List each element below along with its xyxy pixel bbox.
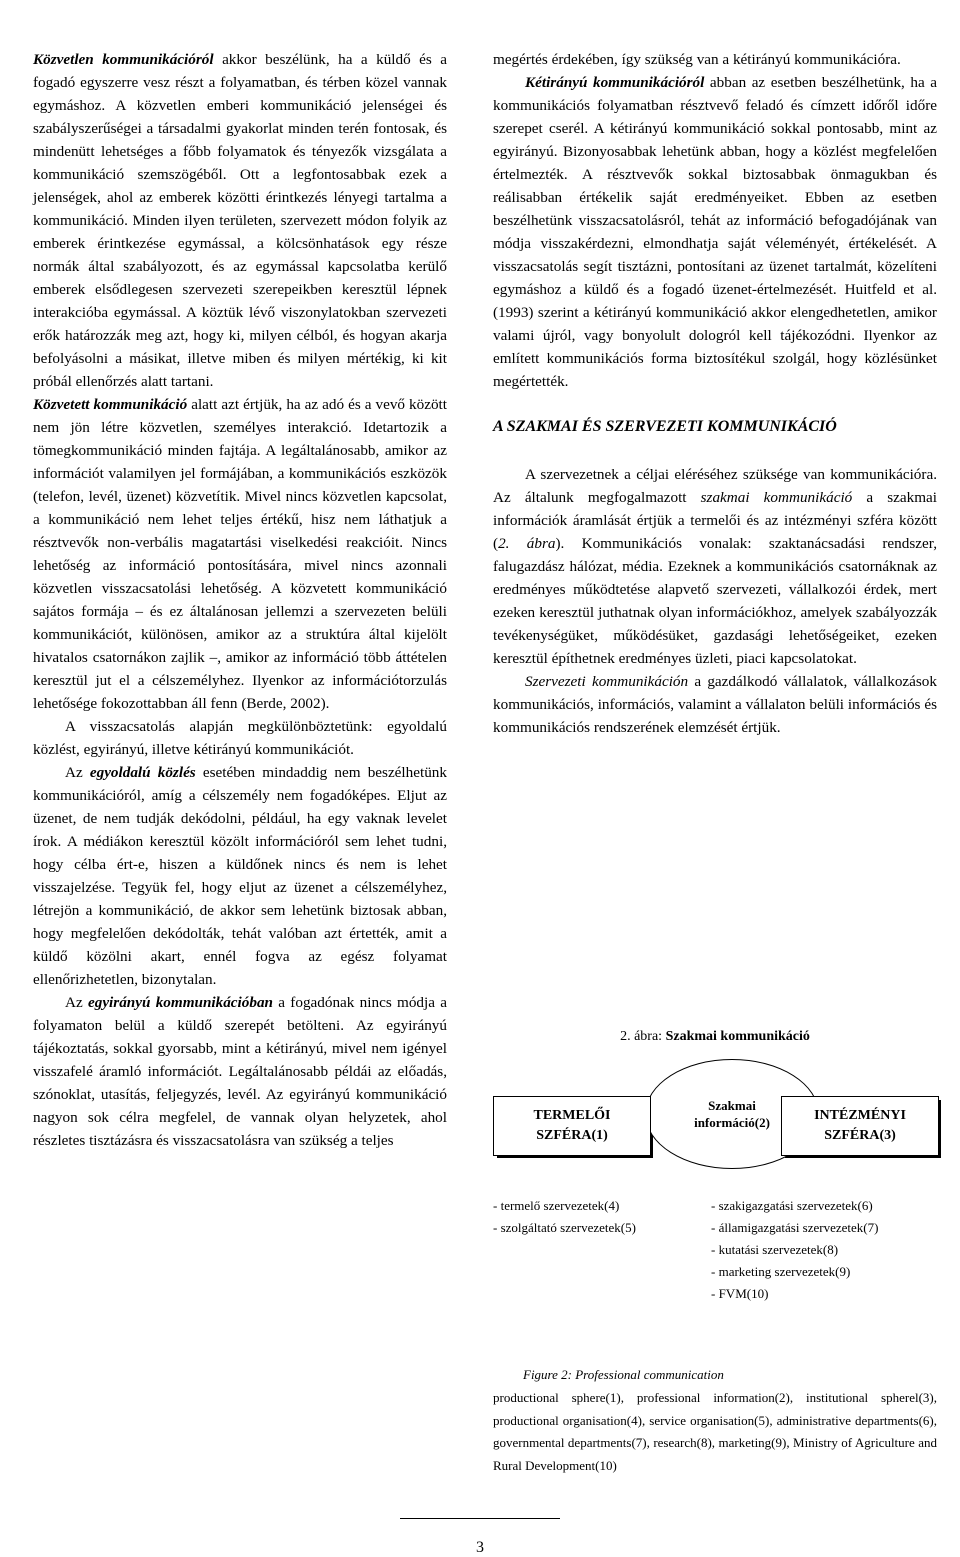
- page-number: 3: [476, 1539, 484, 1556]
- paragraph-feedback: A visszacsatolás alapján megkülönböztetünk: egyoldalú közlést, egyirányú, illetve kétirányú kommunikációt.: [33, 718, 447, 758]
- list-item: - marketing szervezetek(9): [711, 1264, 851, 1279]
- productional-list: [493, 1195, 636, 1239]
- list-item: - államigazgatási szervezetek(7): [711, 1220, 879, 1235]
- paragraph-one-way: Az egyirányú kommunikációban a fogadónak nincs módja a folyamaton belül a küldő szerepét betölteni. Az egyirányú tájékoztatás, sokkal gyorsabb, mint a kétirányú, mivel nem igényel visszafelé áramló információt. Legáltalánosabb példái az előadás, szónoklat, utasítás, feljegyzés, levél. Az egyirányú kommunikáció nagyon sok célra megfelel, de vannak olyan helyzetek, ahol részletes tisztázásra és visszacsatolásra van szükség a teljes: [33, 994, 447, 1149]
- figure-2: [493, 1027, 937, 1477]
- figure-lists: [493, 1195, 937, 1355]
- list-item: - kutatási szervezetek(8): [711, 1242, 839, 1257]
- right-column: [493, 48, 937, 739]
- diagram: [493, 1059, 937, 1179]
- productional-sphere-box: TERMELŐI SZFÉRA(1): [493, 1096, 651, 1156]
- paragraph-direct-communication: Közvetlen kommunikációról akkor beszélünk, ha a küldő és a fogadó egyszerre vesz részt a folyamatban, és térben közel vannak egymáshoz. A közvetlen emberi kommunikáció jelenségei és szabályszerűségei a társadalmi gyakorlat minden terén fontosak, és mindenütt lehetséges a főbb folyamatok és tényezők vizsgálata a kommunikáció szemszögéből. Ott a legfontosabbak ezek a jelenségek, ahol az emberek közötti érintkezés lényegi tartalma a kommunikáció. Minden ilyen területen, szervezett módon folyik az emberek érintkezése egymással, a kölcsönhatások egy része normák által szabályozott, és az egymással kapcsolatba kerülő emberek elsődlegesen szervezeti szerepeikben keresztül lépnek interakcióba egymással. A köztük lévő viszonylatokban szervezeti erők határozzák meg azt, hogy ki, milyen célból, és hogyan akarja befolyásolni a másikat, illetve miben és milyen mértékig, ki kit próbál ellenőrzés alatt tartani.: [33, 51, 448, 390]
- english-legend: productional sphere(1), professional information(2), institutional spherel(3), productional organisation(4), service organisation(5), administrative departments(6), governmental departments(7), research(8), marketing(9), Ministry of Agriculture and Rural Development(10): [493, 1390, 937, 1473]
- list-item: - FVM(10): [711, 1286, 769, 1301]
- paragraph-two-way: Kétirányú kommunikációról abban az esetben beszélhetünk, ha a kommunikációs folyamatban résztvevő feladó és címzett időről időre szerepet cserél. A kétirányú kommunikáció sokkal pontosabb, mint az egyirányú. Bizonyosabbak lehetünk abban, hogy a közlést megfelelően értelmezték. A résztvevők sokkal biztosabbak önmagukban és reálisabban értékelik saját eredményeiket. Ebben az esetben beszélhetünk visszacsatolásról, tehát az információ befogadójának van módja visszakérdezni, elmondhatja saját véleményét, értékelését. A visszacsatolás segít tisztázni, pontosítani az üzenet tartalmát, közelíteni egymáshoz a küldő és a fogadó üzenet-értelmezését. Huitfeld et al. (1993) szerint a kétirányú kommunikáció akkor elengedhetetlen, amikor valami újról, vagy bonyolult dologról kell tájékozódni. Ilyenkor az említett kommunikációs forma biztosítékul szolgál, hogy közlésünket megértették.: [493, 74, 937, 390]
- professional-information-ellipse: Szakmai információ(2): [645, 1059, 819, 1169]
- list-item: - szolgáltató szervezetek(5): [493, 1220, 636, 1235]
- institutional-list: [711, 1195, 878, 1305]
- paragraph-organisational: Szervezeti kommunikáción a gazdálkodó vállalatok, vállalkozások kommunikációs, információs, valamint a vállalaton belüli információs és kommunikációs rendszerének elemzését értjük.: [493, 673, 937, 736]
- english-caption: Figure 2: Professional communication: [523, 1367, 724, 1382]
- figure-caption: 2. ábra: Szakmai kommunikáció: [620, 1029, 810, 1044]
- paragraph-one-sided: Az egyoldalú közlés esetében mindaddig nem beszélhetünk kommunikációról, amíg a célszemély nem fogadóképes. Eljut az üzenet, de nem tudják dekódolni, például, ha egy vaknak levelet írok. A médiákon keresztül közölt információról sem lehet tudni, hogy célba ért-e, hiszen a küldőnek nincs és nem is lehet visszajelzése. Tegyük fel, hogy eljut az üzenet a célszemélyhez, létrejön a kommunikáció, de akkor sem lehetünk biztosak abban, hogy megfelelően dekódolták, tehát valóban azt értették, amit a küldő közölni akart, ennél fogva az egész folyamat ellenőrizhetetlen, bizonytalan.: [33, 764, 447, 988]
- section-heading: A SZAKMAI ÉS SZERVEZETI KOMMUNIKÁCIÓ: [493, 418, 837, 435]
- left-column: [33, 48, 447, 1152]
- footer-rule: [400, 1518, 560, 1519]
- list-item: - termelő szervezetek(4): [493, 1198, 620, 1213]
- paragraph-indirect-communication: Közvetett kommunikáció alatt azt értjük, ha az adó és a vevő között nem jön létre közvetlen, személyes interakció. Idetartozik a tömegkommunikáció minden fajtája. A legáltalánosabb, amikor az információt valamilyen jel formájában, a kommunikációs eszközök (telefon, levél, üzenet) közvetítik. Mivel nincs közvetlen kapcsolat, a kommunikáció nem lehet teljes értékű, hisz nem láthatjuk a résztvevők non-verbális magatartási viselkedési reakcióit. Nincs lehetőség az információ pontosítására, mivel nincs azonnali közvetlen visszacsatolási lehetőség. A közvetett kommunikáció sajátos formája – és ez általánosan jellemzi a szervezeten belüli kommunikációt, különösen, amikor az a struktúra által kijelölt hivatalos csatornákon zajlik –, amikor az információ több áttételen keresztül jut el a célszemélyhez. Ilyenkor az információtorzulás lehetősége fokozottabban áll fenn (Berde, 2002).: [33, 396, 448, 712]
- institutional-sphere-box: INTÉZMÉNYI SZFÉRA(3): [781, 1096, 939, 1156]
- paragraph-continuation: megértés érdekében, így szükség van a kétirányú kommunikációra.: [493, 51, 901, 68]
- paragraph-professional: A szervezetnek a céljai eléréséhez szüksége van kommunikációra. Az általunk megfogalmazott szakmai kommunikáció a szakmai információk áramlását értjük a termelői és az intézményi szféra között (2. ábra). Kommunikációs vonalak: szaktanácsadási rendszer, falugazdász hálózat, média. Ezeknek a kommunikációs csatornáknak az eredményes működtetése alapvető szervezeti, vállalkozói érdek, mert ezeken keresztül juthatnak olyan információkhoz, amelyek szabályozzák tevékenységüket, működésüket, gazdasági lehetőségeiket, ezeken keresztül építhetnek eredményes üzleti, piaci kapcsolatokat.: [493, 466, 937, 667]
- list-item: - szakigazgatási szervezetek(6): [711, 1198, 873, 1213]
